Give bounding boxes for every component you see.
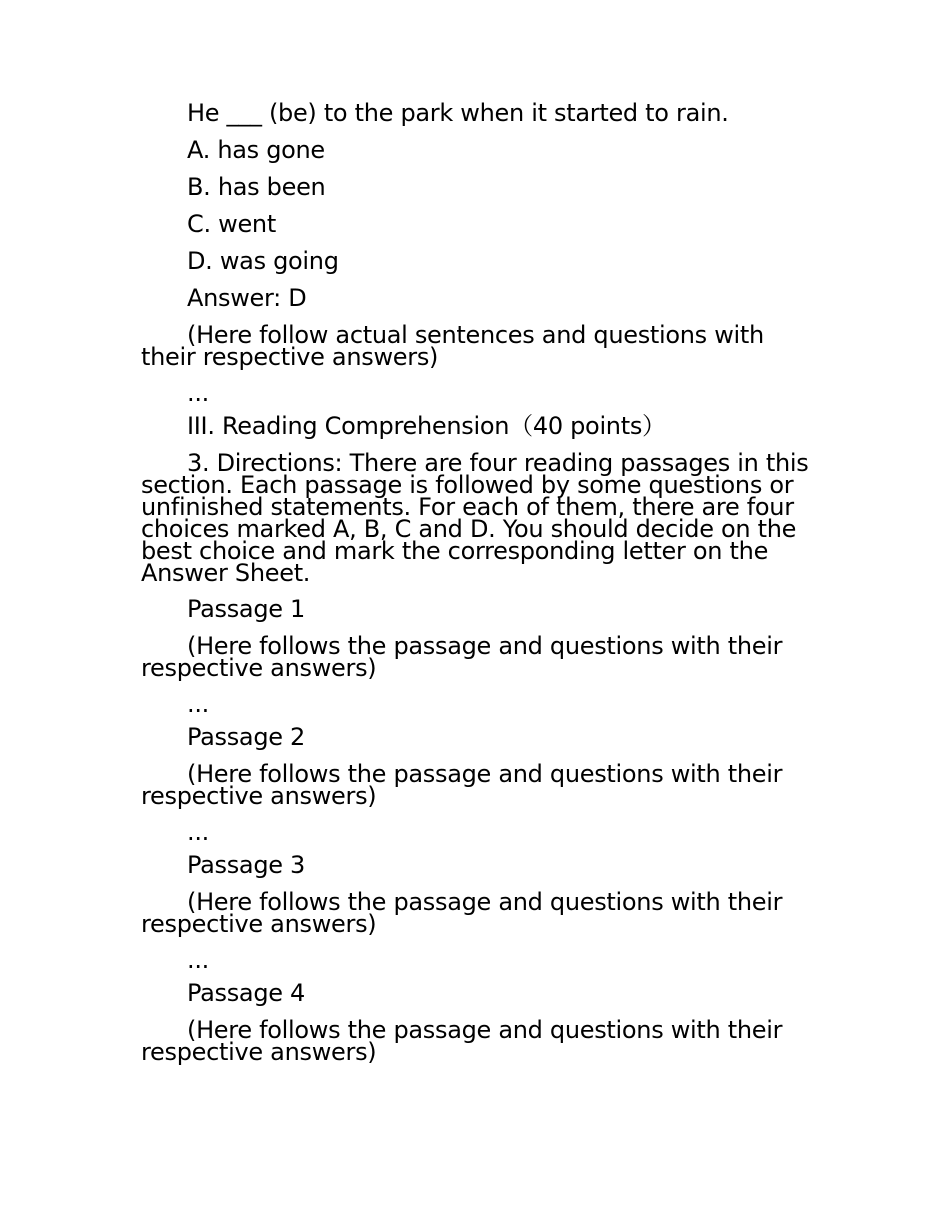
- ellipsis-1: ...: [187, 379, 209, 407]
- option-b: B. has been: [187, 173, 326, 201]
- option-c: C. went: [187, 210, 276, 238]
- option-d: D. was going: [187, 247, 339, 275]
- passage-2-title: Passage 2: [187, 723, 306, 751]
- passage-4-title: Passage 4: [187, 979, 306, 1007]
- option-a: A. has gone: [187, 136, 325, 164]
- passage-2-note: (Here follows the passage and questions with their respective answers): [141, 760, 783, 810]
- passage-3-title: Passage 3: [187, 851, 306, 879]
- note-actual-questions: (Here follow actual sentences and questions with their respective answers): [141, 321, 764, 371]
- passage-1-title: Passage 1: [187, 595, 306, 623]
- section-heading: III. Reading Comprehension（40 points）: [187, 412, 666, 440]
- ellipsis-4: ...: [187, 946, 209, 974]
- document-page: [141, 99, 821, 1077]
- ellipsis-3: ...: [187, 818, 209, 846]
- answer-line: Answer: D: [187, 284, 307, 312]
- section-directions: 3. Directions: There are four reading passages in this section. Each passage is followed by some questions or unfinished statements. For each of them, there are four choices marked A, B, C and D. You should decide on the best choice and mark the corresponding letter on the Answer Sheet.: [141, 449, 809, 587]
- passage-4-note: (Here follows the passage and questions with their respective answers): [141, 1016, 783, 1066]
- passage-3-note: (Here follows the passage and questions with their respective answers): [141, 888, 783, 938]
- question-stem: He ___ (be) to the park when it started to rain.: [187, 99, 729, 127]
- ellipsis-2: ...: [187, 690, 209, 718]
- passage-1-note: (Here follows the passage and questions with their respective answers): [141, 632, 783, 682]
